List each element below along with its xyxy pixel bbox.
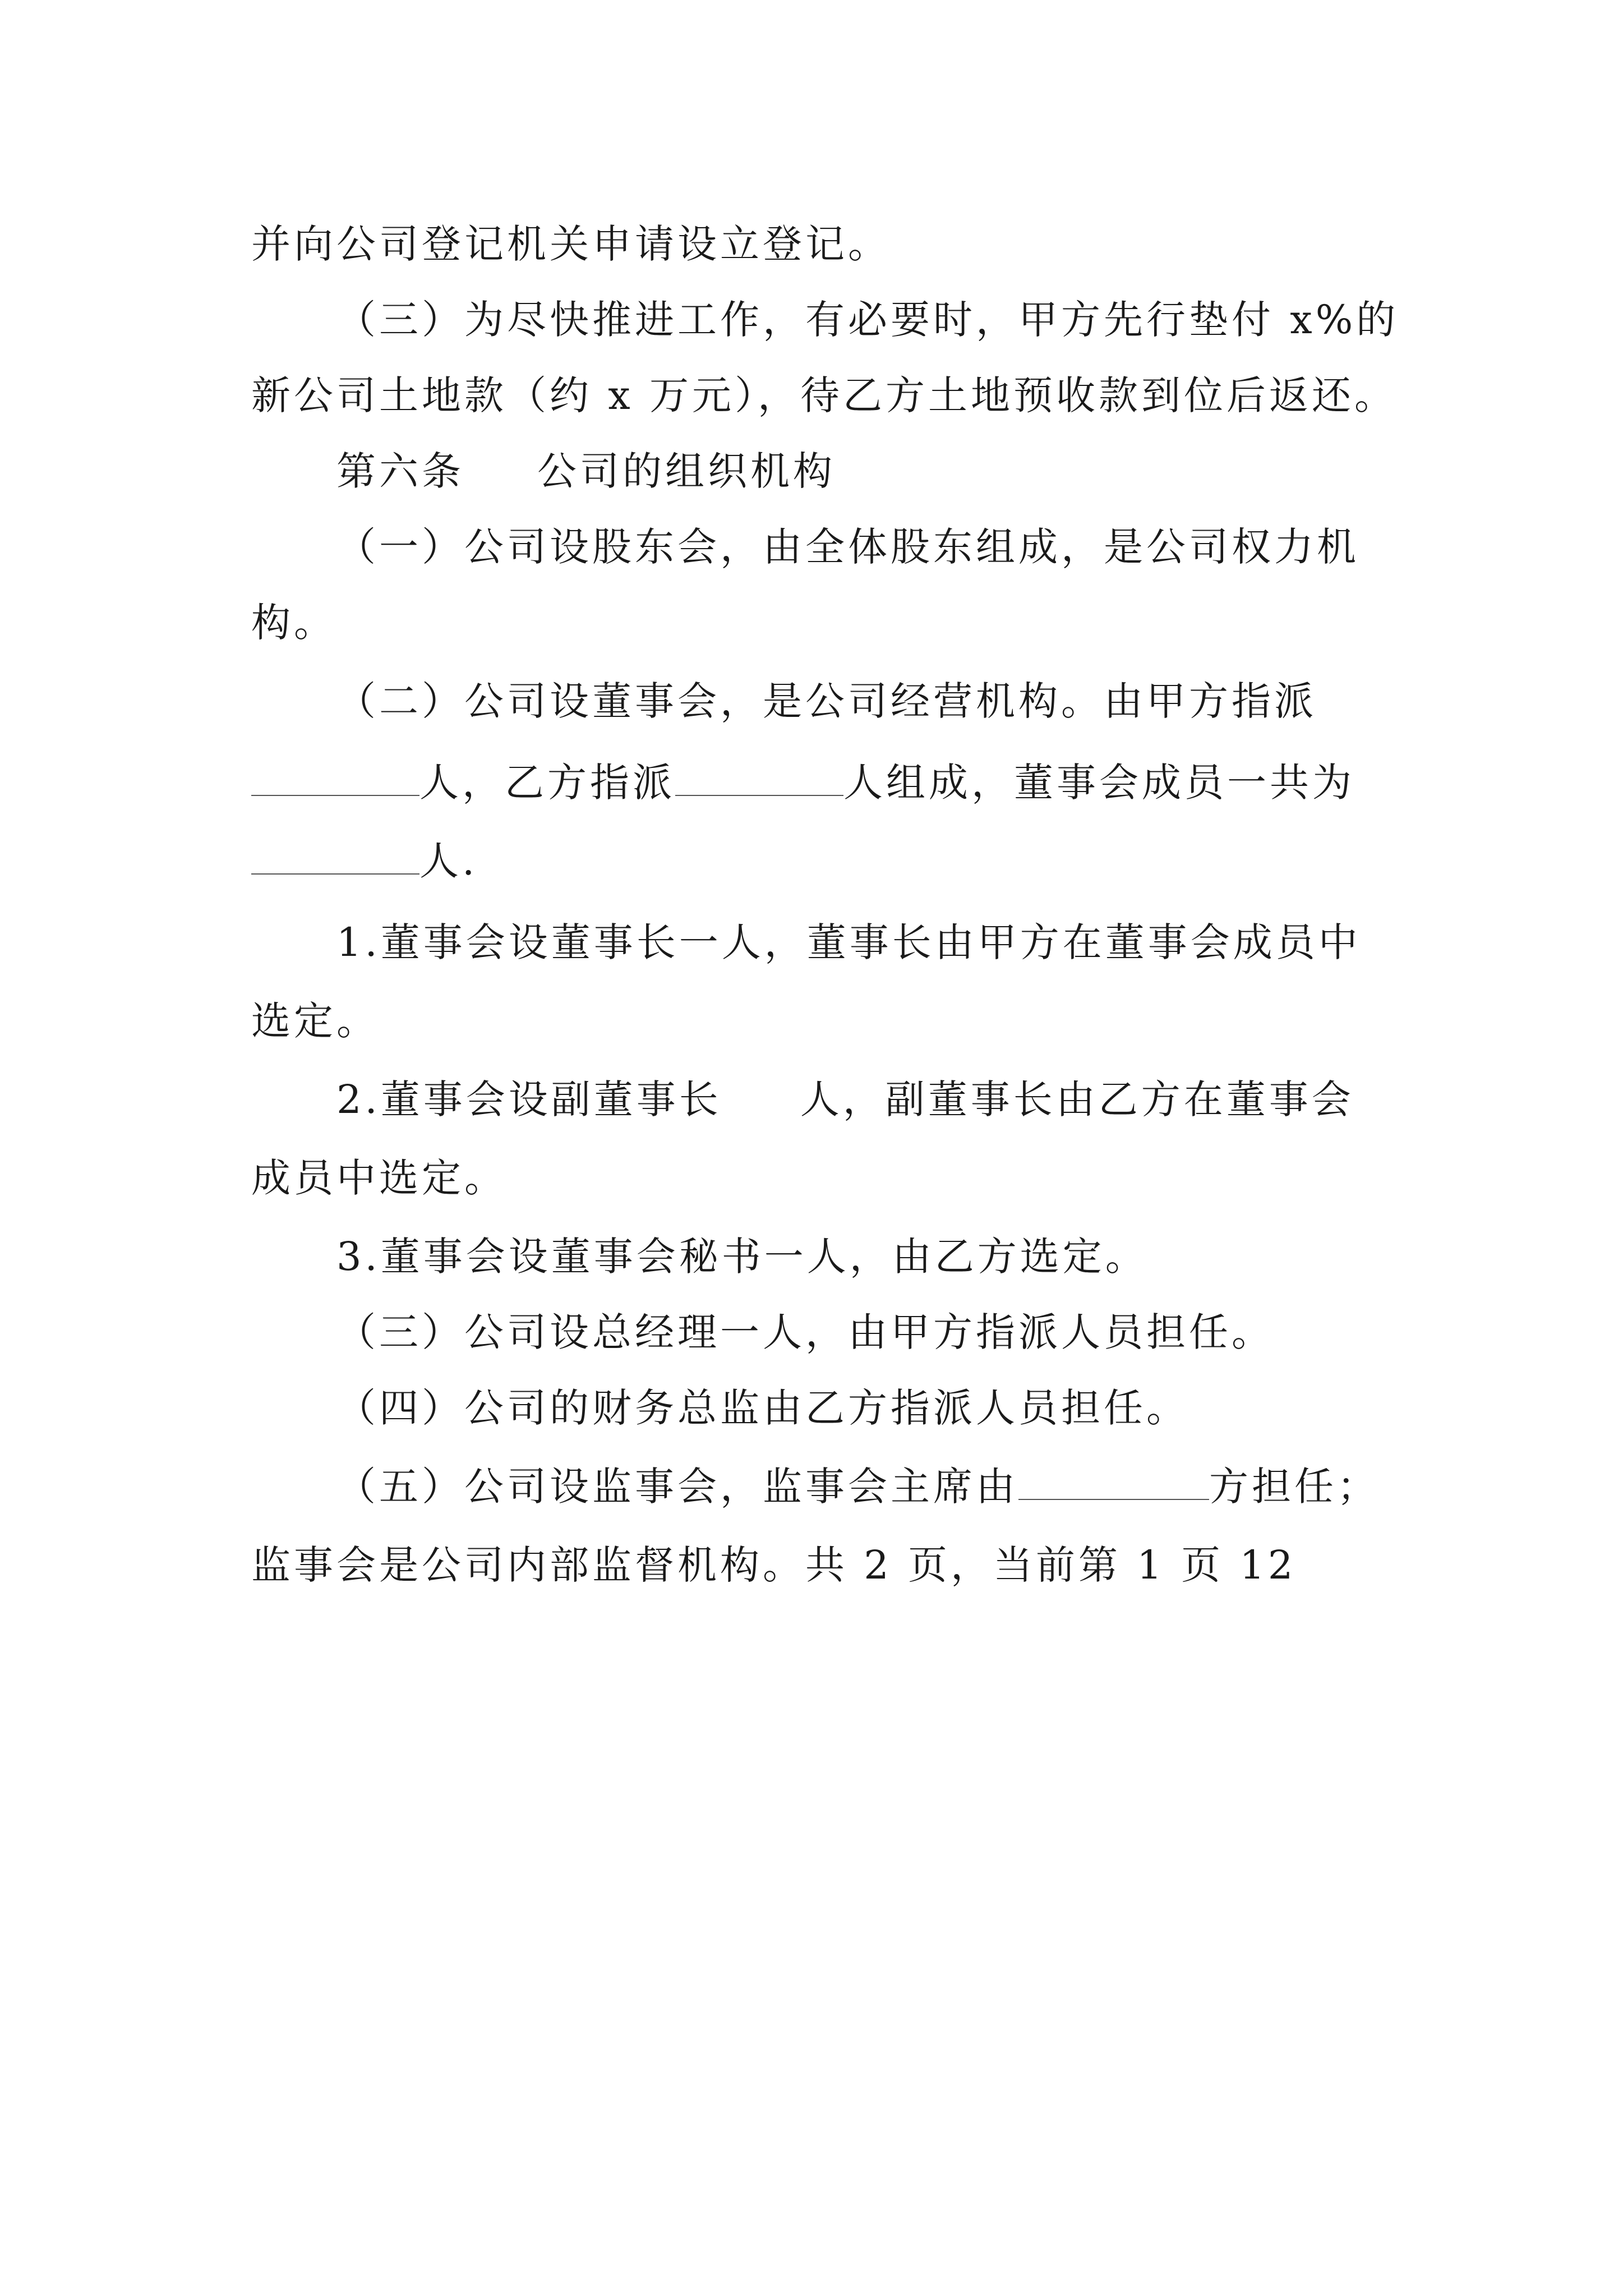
paragraph-line [251, 216, 891, 272]
text-span: 人组成，董事会成员一共为 [843, 760, 1355, 806]
text-span: （五）公司设监事会，监事会主席由 [336, 1464, 1018, 1510]
paragraph-line [336, 914, 1361, 970]
text-span: 人，乙方指派 [419, 760, 675, 806]
paragraph-line [336, 673, 1317, 729]
text-span: 成员中选定。 [251, 1155, 507, 1201]
text-span: 并向公司登记机关申请设立登记。 [251, 221, 891, 267]
paragraph-line [336, 1228, 1148, 1285]
text-span: 方担任； [1209, 1464, 1380, 1510]
text-span: 监事会是公司内部监督机构。共 2 页，当前第 1 页 12 [251, 1542, 1297, 1588]
text-span: （三）为尽快推进工作，有必要时，甲方先行垫付 x%的 [336, 297, 1399, 343]
article-title: 公司的组织机构 [537, 448, 836, 494]
paragraph-line [251, 595, 336, 651]
paragraph-line [336, 1071, 1354, 1128]
fill-blank [675, 756, 843, 796]
paragraph-line [251, 833, 478, 889]
text-span: 人，副董事长由乙方在董事会 [800, 1076, 1354, 1122]
text-span: 1.董事会设董事长一人，董事长由甲方在董事会成员中 [336, 919, 1361, 965]
text-span: 选定。 [251, 998, 379, 1044]
article-number: 第六条 [336, 448, 464, 494]
text-span: 人. [419, 838, 478, 884]
text-span: （四）公司的财务总监由乙方指派人员担任。 [336, 1385, 1189, 1431]
text-span: （一）公司设股东会，由全体股东组成，是公司权力机 [336, 524, 1359, 570]
paragraph-line [336, 519, 1359, 575]
text-span: 2.董事会设副董事长 [336, 1076, 722, 1122]
paragraph-line [251, 1150, 507, 1206]
text-span: （二）公司设董事会，是公司经营机构。由甲方指派 [336, 678, 1317, 724]
text-span: 构。 [251, 600, 336, 646]
paragraph-line [336, 1380, 1189, 1436]
text-span: （三）公司设总经理一人，由甲方指派人员担任。 [336, 1309, 1274, 1355]
article-heading [336, 443, 836, 499]
paragraph-line [251, 754, 1355, 811]
text-span: 3.董事会设董事会秘书一人，由乙方选定。 [336, 1234, 1148, 1280]
fill-blank [251, 834, 419, 875]
paragraph-line [336, 1458, 1380, 1515]
paragraph-line [251, 1537, 1296, 1593]
paragraph-line [251, 993, 379, 1049]
paragraph-line [336, 1304, 1274, 1360]
fill-blank [1018, 1460, 1209, 1500]
paragraph-line [251, 367, 1397, 424]
text-span: 新公司土地款（约 x 万元），待乙方土地预收款到位后返还。 [251, 372, 1397, 418]
paragraph-line [336, 292, 1399, 348]
fill-blank [251, 756, 419, 796]
